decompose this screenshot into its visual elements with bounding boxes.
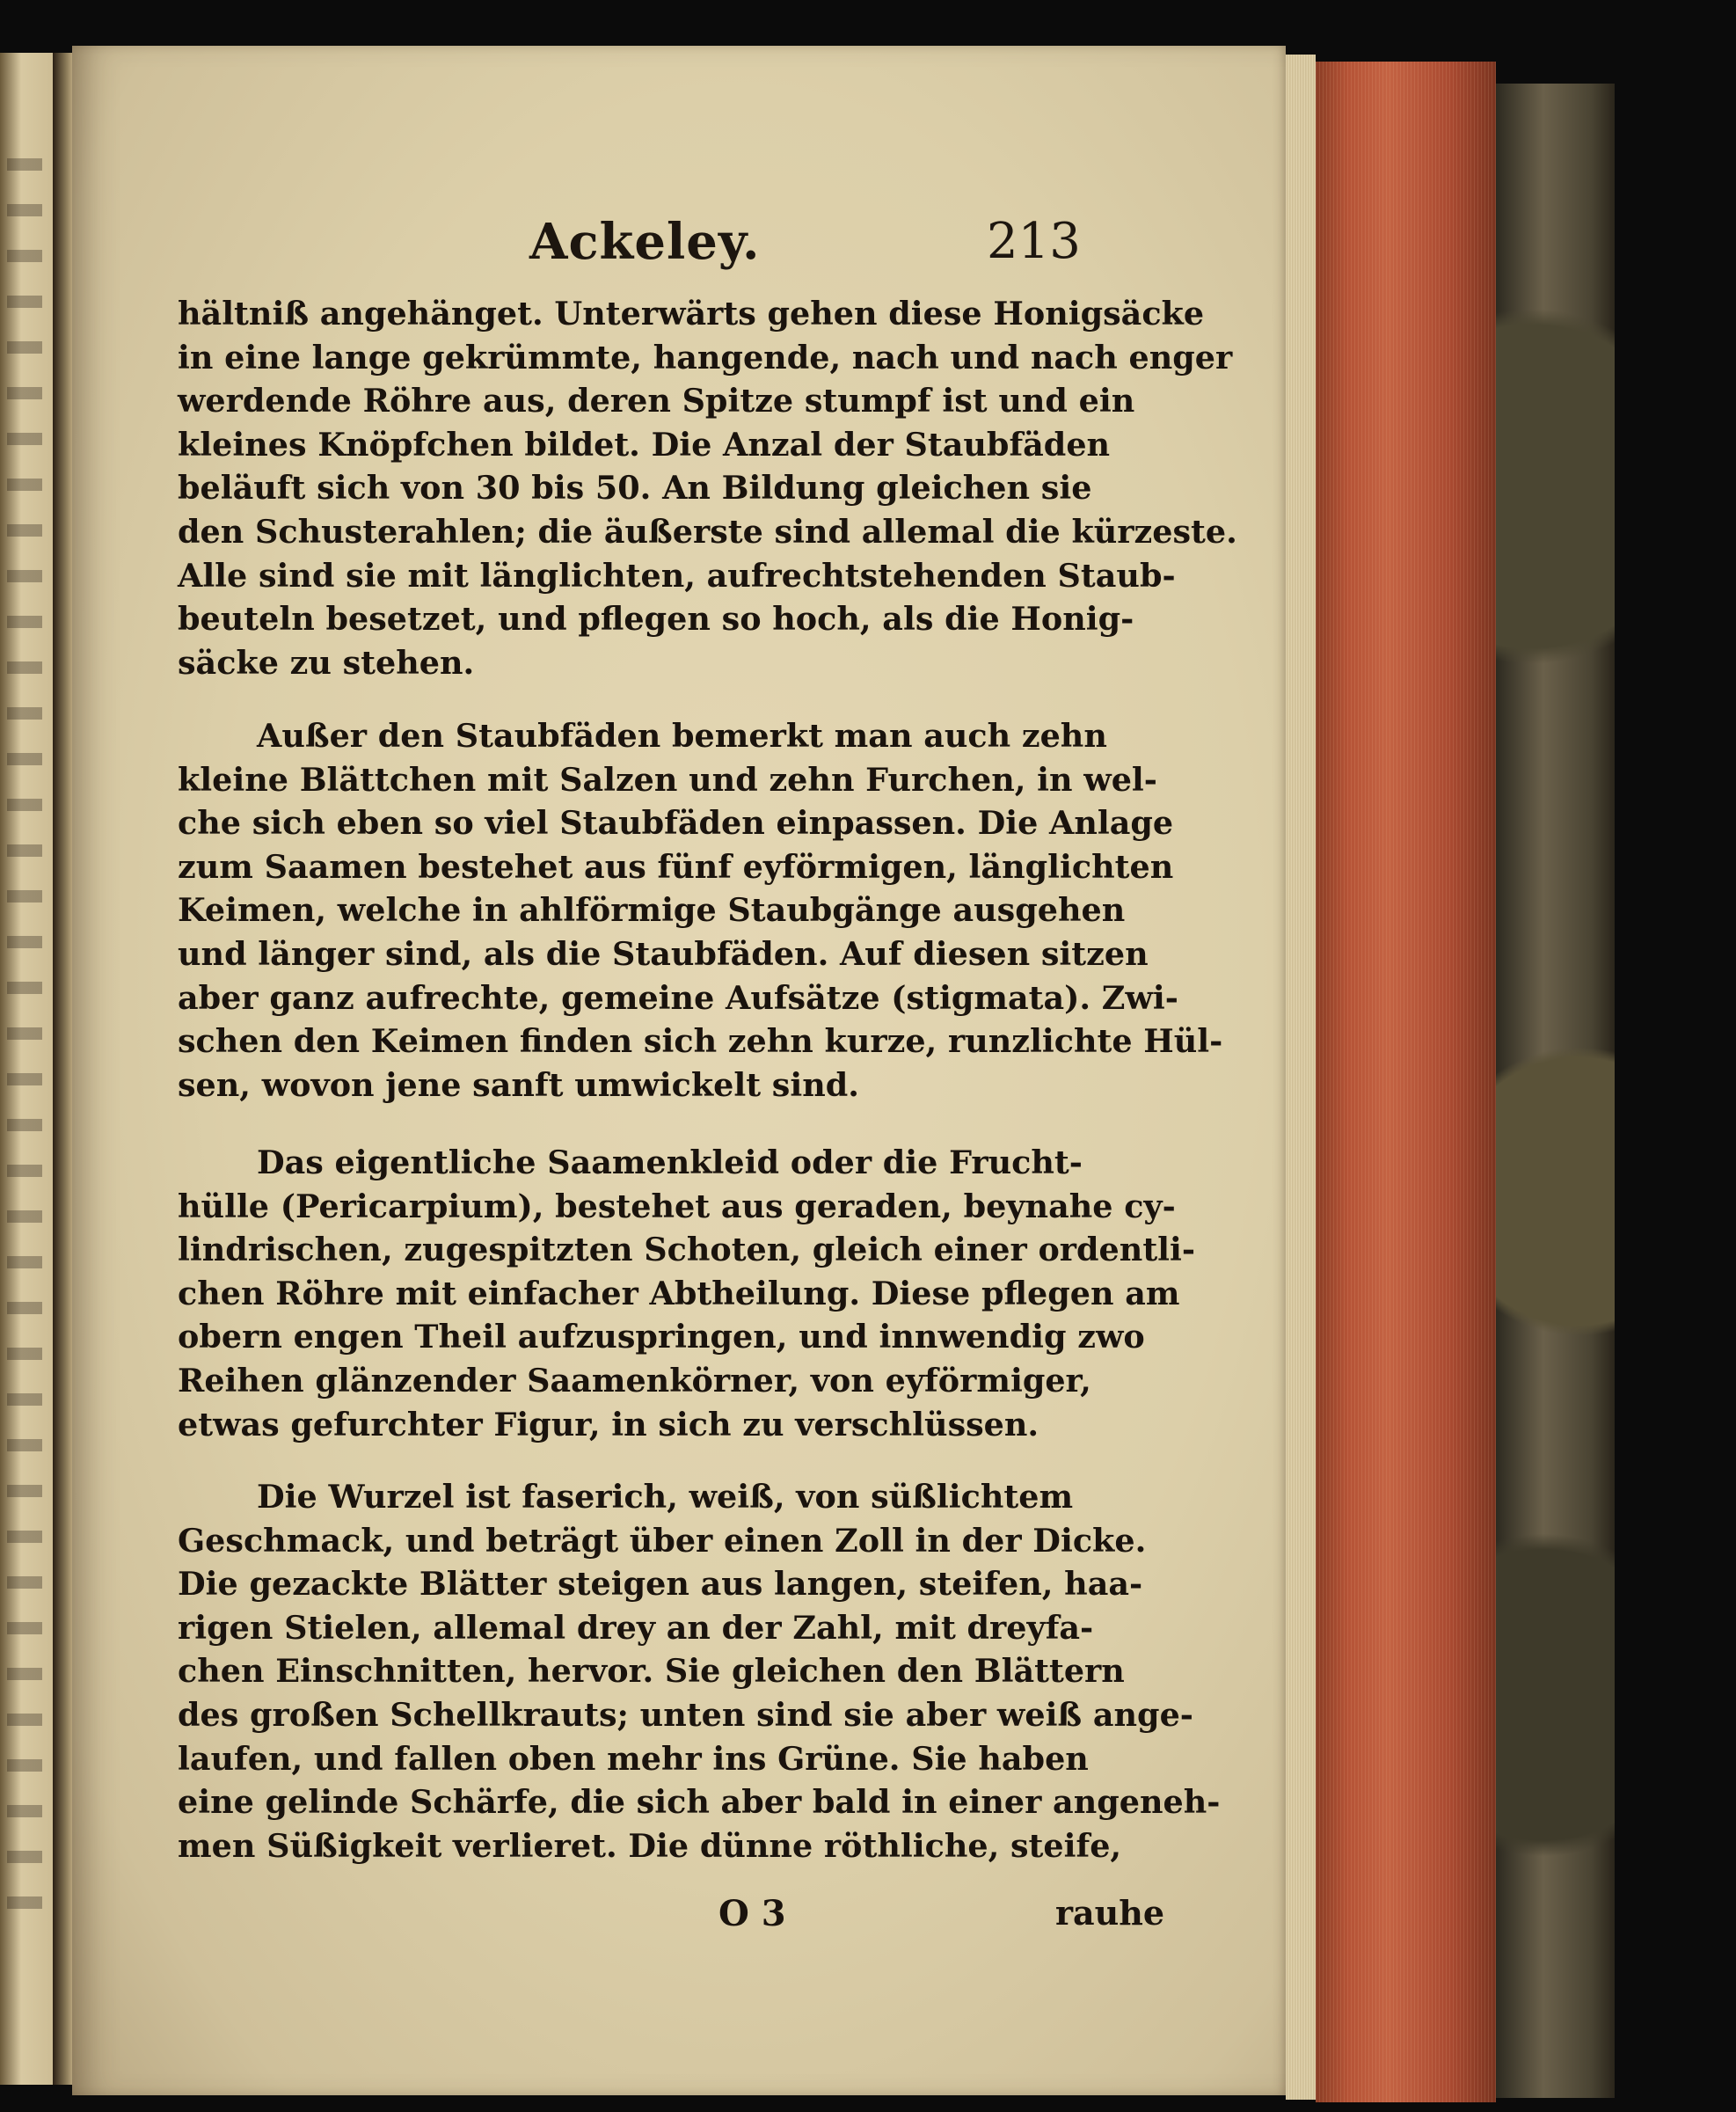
book-gutter xyxy=(53,53,72,2085)
text-line: Die Wurzel ist faserich, weiß, von süßlichtem xyxy=(257,1478,1074,1516)
text-line: Außer den Staubfäden bemerkt man auch zehn xyxy=(257,717,1107,755)
running-title: Ackeley. xyxy=(529,213,761,271)
text-line: werdende Röhre aus, deren Spitze stumpf ist und ein xyxy=(178,382,1135,420)
text-line: chen Röhre mit einfacher Abtheilung. Diese pflegen am xyxy=(178,1274,1180,1312)
red-fore-edge xyxy=(1316,62,1496,2102)
signature-mark: O 3 xyxy=(718,1893,786,1934)
paragraph-1 xyxy=(178,292,1237,684)
text-line: kleines Knöpfchen bildet. Die Anzal der Staubfäden xyxy=(178,425,1111,464)
text-line: Alle sind sie mit länglichten, aufrechtstehenden Staub- xyxy=(178,556,1176,595)
left-page-text-shadow xyxy=(7,158,42,1918)
book-page xyxy=(72,46,1286,2095)
text-line: lindrischen, zugespitzten Schoten, gleich einer ordentli- xyxy=(178,1231,1196,1269)
text-line: chen Einschnitten, hervor. Sie gleichen den Blättern xyxy=(178,1652,1125,1691)
page-header xyxy=(72,213,1286,274)
text-line: hülle (Pericarpium), bestehet aus geraden, beynahe cy- xyxy=(178,1187,1176,1225)
text-line: Die gezackte Blätter steigen aus langen, steifen, haa- xyxy=(178,1565,1143,1604)
text-line: kleine Blättchen mit Salzen und zehn Furchen, in wel- xyxy=(178,760,1157,799)
fore-edge-texture xyxy=(1316,62,1496,2102)
text-line: obern engen Theil aufzuspringen, und innwendig zwo xyxy=(178,1318,1145,1356)
text-line: Keimen, welche in ahlförmige Staubgänge ausgehen xyxy=(178,891,1126,930)
text-line: etwas gefurchter Figur, in sich zu verschlüssen. xyxy=(178,1405,1039,1443)
text-line: rigen Stielen, allemal drey an der Zahl, mit dreyfa- xyxy=(178,1608,1094,1647)
text-line: des großen Schellkrauts; unten sind sie aber weiß ange- xyxy=(178,1695,1193,1734)
text-line: Geschmack, und beträgt über einen Zoll in der Dicke. xyxy=(178,1521,1147,1560)
text-line: Reihen glänzender Saamenkörner, von eyförmiger, xyxy=(178,1361,1091,1399)
text-line: zum Saamen bestehet aus fünf eyförmigen, länglichten xyxy=(178,847,1174,886)
page-number: 213 xyxy=(987,213,1081,270)
page-stack-edges xyxy=(1286,55,1316,2100)
paragraph-4 xyxy=(178,1475,1221,1867)
paragraph-2 xyxy=(178,714,1223,1107)
text-line: den Schusterahlen; die äußerste sind allemal die kürzeste. xyxy=(178,512,1237,551)
text-line: laufen, und fallen oben mehr ins Grüne. Sie haben xyxy=(178,1739,1089,1778)
text-line: in eine lange gekrümmte, hangende, nach und nach enger xyxy=(178,338,1233,376)
marbled-cover xyxy=(1496,84,1615,2098)
text-line: eine gelinde Schärfe, die sich aber bald in einer angeneh- xyxy=(178,1783,1221,1822)
page-footer xyxy=(72,1893,1286,1946)
text-line: aber ganz aufrechte, gemeine Aufsätze (stigmata). Zwi- xyxy=(178,978,1178,1017)
text-line: beuteln besetzet, und pflegen so hoch, als die Honig- xyxy=(178,600,1134,639)
text-line: sen, wovon jene sanft umwickelt sind. xyxy=(178,1065,859,1104)
text-line: hältniß angehänget. Unterwärts gehen diese Honigsäcke xyxy=(178,295,1205,333)
text-line: schen den Keimen finden sich zehn kurze, runzlichte Hül- xyxy=(178,1022,1223,1061)
catchword: rauhe xyxy=(1055,1893,1165,1933)
text-line: Das eigentliche Saamenkleid oder die Frucht- xyxy=(257,1144,1083,1181)
paragraph-3 xyxy=(178,1141,1196,1446)
left-page-edge xyxy=(0,53,53,2085)
text-line: men Süßigkeit verlieret. Die dünne röthliche, steife, xyxy=(178,1826,1122,1865)
text-line: che sich eben so viel Staubfäden einpassen. Die Anlage xyxy=(178,804,1174,843)
text-line: beläuft sich von 30 bis 50. An Bildung gleichen sie xyxy=(178,469,1092,508)
text-line: säcke zu stehen. xyxy=(178,643,475,682)
text-line: und länger sind, als die Staubfäden. Auf diesen sitzen xyxy=(178,934,1149,973)
